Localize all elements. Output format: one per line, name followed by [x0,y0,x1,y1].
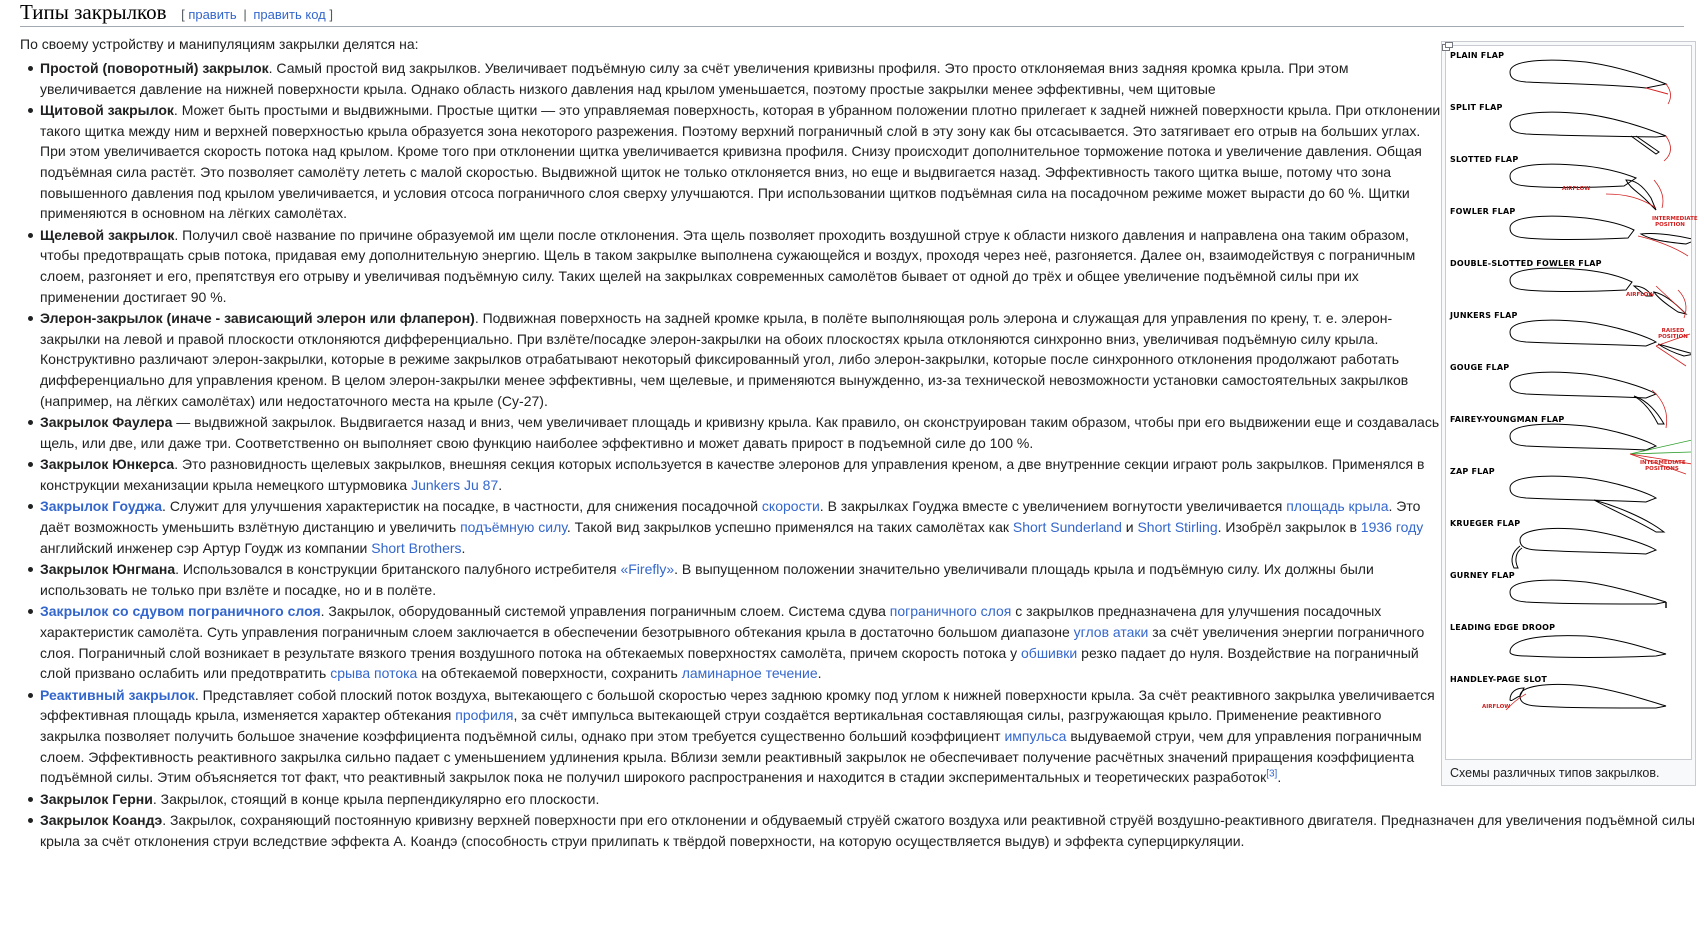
label-fowler-flap: FOWLER FLAP [1450,207,1516,216]
desc-jet-2: , за счёт импульса вытекающей струи создаётся вертикальная составляющая силы, разгружающая крыло. Применение реактивного закрылка позволяет получить большое значение коэффициента подъёмной силы, однако при этом требуется существенно больший коэффициент [40,707,1382,744]
term-jet-flap-link[interactable]: Реактивный закрылок [40,686,195,703]
edit-section-links [181,7,333,22]
list-item-gurney-flap [40,789,1442,810]
desc-flaperon: . Подвижная поверхность на задней кромке крыла, в полёте выполняющая роль элерона и служащая для управления по крену, т. е. элерон-закрылки на левой и правой плоскости отклоняются дифференциально. При взлёте/посадке элерон-закрылки на обоих плоскостях крыла отклоняются синхронно вниз, увеличивая подъёмную силу крыла. Конструктивно различают элерон-закрылки, которые в режиме закрылков отрабатывают некоторый фиксированный угол, либо элерон-закрылки, которые после синхронного отклонения продолжают работать дифференциально для управления креном. В целом элерон-закрылки менее эффективны, чем щелевые, и применяются вынужденно, из-за технической невозможности установки самостоятельных закрылков (например, на лёгких самолётах) или недостаточного места на крыле (Су-27). [40,310,1409,409]
label-plain-flap: PLAIN FLAP [1450,51,1505,60]
desc-split-flap: . Может быть простыми и выдвижными. Простые щитки — это управляемая поверхность, которая в убранном положении плотно прилегает к задней нижней поверхности крыла. При отклонении такого щитка между ним и верхней поверхностью крыла образуется зона некоторого разрежения. Поэтому верхний пограничный слой в эту зону как бы отсасывается. Это затягивает его отрыв на больших углах. При этом увеличивается скорость потока над крылом. Кроме того при отклонении щитка увеличивается кривизна профиля. Снизу происходит дополнительное торможение потока и увеличение давления. Общая подъёмная сила растёт. Это позволяет самолёту лететь с малой скоростью. Выдвижной щиток не только отклоняется вниз, но еще и выдвигается назад. Эффективность такого щитка выше, потому что зона повышенного давления под крылом увеличивается, и условия отсоса пограничного слоя сверху улучшаются. При использовании щитков подъёмная сила на посадочном режиме может вырасти до 60 %. Щитки применяются в основном на лёгких самолётах. [40,102,1441,222]
list-item-slotted-flap [40,225,1442,307]
desc-blown-5: на обтекаемой поверхности, сохранить [417,665,682,682]
list-item-youngman-flap [40,559,1442,600]
double-slotted-fowler-drawing [1510,268,1686,318]
desc-blown-6: . [817,665,822,682]
desc-junkers-flap: . Это разновидность щелевых закрылков, внешняя секция которых используется в качестве элеронов для управления креном, а две внутренние секции играют роль закрылков. Применялся в конструкции механизации крыла немецкого штурмовика [40,456,1425,493]
desc-gouge-1: . Служит для улучшения характеристик на посадке, в частности, для снижения посадочной [162,498,762,515]
note-double-airflow: AIRFLOW [1626,292,1655,298]
section-title: Типы закрылков [20,0,167,24]
label-gouge-flap: GOUGE FLAP [1450,363,1510,372]
junkers-flap-drawing [1510,320,1691,366]
flap-types-figure [1441,41,1696,786]
desc-jet-3: выдуваемой струи, чем для управления пограничным слоем. Эффективность реактивного закрылка сильно падает с уменьшением удлинения крыла. Вблизи земли реактивный закрылок не обеспечивает получение расчётных значений приращения коэффициента подъёмной силы. Этим объясняется тот факт, что реактивный закрылок пока не получил широкого распространения и находится в стадии экспериментальных и теоретических разработок [40,728,1422,786]
note-fairey-intermediate: INTERMEDIATE POSITIONS [1640,460,1686,472]
label-junkers-flap: JUNKERS FLAP [1450,311,1518,320]
magnify-icon[interactable] [1442,42,1453,51]
edit-bracket-open: [ [181,7,185,22]
section-heading [20,0,1684,27]
label-double-slotted-fowler: DOUBLE-SLOTTED FOWLER FLAP [1450,259,1602,268]
list-item-fowler-flap [40,412,1442,453]
plain-flap-drawing [1510,60,1671,104]
desc-fowler-flap: — выдвижной закрылок. Выдвигается назад и вниз, чем увеличивает площадь и кривизну крыла. Как правило, он сконструирован таким образом, чтобы при его выдвижении еще и создавалась щель, или две, или даже три. Соответственно он выполняет свою функцию наиболее эффективно и может давать прирост в подъемной силе до 100 %. [40,414,1440,451]
split-flap-drawing [1510,112,1671,161]
link-angle-of-attack[interactable]: углов атаки [1073,624,1149,641]
desc-gouge-2: . В закрылках Гоуджа вместе с увеличением вогнутости увеличивается [819,498,1287,515]
list-item-plain-flap [40,58,1442,99]
desc-gouge-6: . Изобрёл закрылок в [1217,519,1361,536]
note-fowler-intermediate: INTERMEDIATE POSITION [1652,216,1698,228]
desc-plain-flap: . Самый простой вид закрылков. Увеличивает подъёмную силу за счёт увеличения кривизны профиля. Это просто отклоняемая вниз задняя кромка крыла. При этом увеличивается давление на нижней поверхности крыла. Однако область низкого давления над крылом уменьшается, поэтому простые закрылки менее эффективны, чем щитовые [40,60,1349,97]
gurney-flap-drawing [1510,580,1666,608]
note-handley-airflow: AIRFLOW [1482,704,1511,710]
link-speed[interactable]: скорости [761,498,820,515]
note-junkers-raised: RAISED POSITION [1658,328,1688,340]
note-slotted-airflow: AIRFLOW [1562,186,1591,192]
desc-gouge-5: и [1121,519,1138,536]
term-slotted-flap: Щелевой закрылок [40,226,175,243]
link-short-sunderland[interactable]: Short Sunderland [1012,519,1122,536]
label-zap-flap: ZAP FLAP [1450,467,1495,476]
desc-slotted-flap: . Получил своё название по причине образуемой им щели после отклонения. Эта щель позволяет проходить воздушной струе к области низкого давления и направлена она таким образом, чтобы предотвращать срыв потока, придавая ему дополнительную энергию. Щель в таком закрылке выполнена сужающейся и воздух, проходя через неё, разгоняется. Далее он, взаимодействуя с пограничным слоем, разгоняет и его, препятствуя его отрыву и увеличивая подъёмную силу. Таких щелей на закрылках современных самолётов бывает от одной до трёх и общее увеличение подъёмной силы при их применении достигает 90 %. [40,226,1416,305]
term-youngman-flap: Закрылок Юнгмана [40,561,176,578]
edit-link[interactable]: править [188,7,237,22]
link-boundary-layer[interactable]: пограничного слоя [889,603,1012,620]
desc-jet-4: . [1277,769,1282,786]
desc-youngman-2: . В выпущенном положении значительно увеличивали площадь крыла и подъёмную силу. Их должны были использовать не только при взлёте и посадке, но и в полёте. [40,561,1374,598]
desc-gouge-4: . Такой вид закрылков успешно применялся на таких самолётах как [566,519,1013,536]
term-junkers-flap: Закрылок Юнкерса [40,456,175,473]
link-short-brothers[interactable]: Short Brothers [371,539,462,556]
label-handley-page-slot: HANDLEY-PAGE SLOT [1450,675,1548,684]
leading-edge-droop-drawing [1510,636,1666,658]
link-stall[interactable]: срыва потока [330,665,418,682]
label-fairey-youngman-flap: FAIREY-YOUNGMAN FLAP [1450,415,1565,424]
reference-3[interactable]: [3] [1266,768,1278,780]
link-skin[interactable]: обшивки [1021,644,1078,661]
figure-caption: Схемы различных типов закрылков. [1450,766,1660,780]
label-split-flap: SPLIT FLAP [1450,103,1503,112]
krueger-flap-drawing [1512,528,1656,568]
list-item-gouge-flap [40,496,1442,558]
desc-gouge-8: . [461,539,466,556]
label-krueger-flap: KRUEGER FLAP [1450,519,1521,528]
label-slotted-flap: SLOTTED FLAP [1450,155,1519,164]
term-flaperon: Элерон-закрылок (иначе - зависающий элерон или флаперон) [40,310,475,327]
desc-youngman-1: . Использовался в конструкции британского палубного истребителя [175,561,621,578]
link-firefly[interactable]: «Firefly» [620,561,675,578]
term-gurney-flap: Закрылок Герни [40,790,153,807]
desc-coanda-flap: . Закрылок, сохраняющий постоянную кривизну верхней поверхности при его отклонении и обдуваемый струёй сжатого воздуха или реактивной струёй воздушно-реактивного двигателя. Предназначен для увеличения подъёмной силы крыла за счёт отклонения струи вследствие эффекта А. Коандэ (способность струи прилипать к твёрдой поверхности, на которую осуществляется выдув) и эффекта суперциркуляции. [40,812,1695,849]
term-coanda-flap: Закрылок Коандэ [40,812,163,829]
link-junkers-ju87[interactable]: Junkers Ju 87 [411,476,499,493]
link-lift[interactable]: подъёмную силу [460,519,567,536]
edit-bracket-close: ] [329,7,333,22]
list-item-junkers-flap [40,454,1442,495]
term-gouge-flap-link[interactable]: Закрылок Гоуджа [40,498,163,515]
desc-jet-1: . Представляет собой плоский поток воздуха, вытекающего с большой скоростью через заднюю кромку под углом к нижней поверхности крыла. За счёт реактивного закрылка увеличивается эффективная площадь крыла, изменяется характер обтекания [40,686,1435,724]
flap-diagram-image[interactable] [1445,45,1698,760]
zap-flap-drawing [1510,476,1664,532]
link-impulse[interactable]: импульса [1004,728,1067,744]
desc-blown-2: с закрылков предназначена для улучшения посадочных характеристик самолёта. Суть управления пограничным слоем заключается в обеспечении безотрывного обтекания крыла в достаточно большом диапазоне [40,603,1382,641]
link-wing-area[interactable]: площадь крыла [1286,498,1389,515]
link-short-stirling[interactable]: Short Stirling [1137,519,1218,536]
edit-separator: | [243,7,247,22]
list-item-coanda-flap [40,810,1704,851]
term-fowler-flap: Закрылок Фаулера [40,414,173,431]
label-gurney-flap: GURNEY FLAP [1450,571,1515,580]
list-item-blown-flap [40,601,1442,683]
list-item-jet-flap [40,685,1442,788]
desc-gouge-3: . Это даёт возможность уменьшить взлётную дистанцию и увеличить [40,498,1421,536]
list-item-split-flap [40,100,1442,224]
desc-gouge-7: английский инженер сэр Артур Гоудж из компании [40,539,372,556]
list-item-flaperon [40,308,1442,411]
desc-blown-1: . Закрылок, оборудованный системой управления пограничным слоем. Система сдува [320,603,890,620]
link-laminar-flow[interactable]: ламинарное течение [681,665,818,682]
link-1936[interactable]: 1936 году [1360,519,1424,536]
term-split-flap: Щитовой закрылок [40,102,174,119]
link-profile[interactable]: профиля [455,707,514,724]
label-leading-edge-droop: LEADING EDGE DROOP [1450,623,1556,632]
term-plain-flap: Простой (поворотный) закрылок [40,60,269,76]
desc-blown-4: резко падает до нуля. Воздействие на пограничный слой призвано ослабить или предотвратить [40,644,1419,682]
edit-code-link[interactable]: править код [253,7,326,22]
desc-blown-3: за счёт увеличения энергии пограничного слоя. Пограничный слой возникает в результате вязкого трения воздушного потока на обтекаемых поверхностях самолёта, причем скорость потока у [40,624,1425,661]
desc-junkers-tail: . [498,476,503,493]
intro-paragraph: По своему устройству и манипуляциям закрылки делятся на: [20,36,419,52]
handley-page-slot-drawing [1506,684,1666,710]
term-blown-flap-link[interactable]: Закрылок со сдувом пограничного слоя [40,603,321,620]
desc-gurney-flap: . Закрылок, стоящий в конце крыла перпендикулярно его плоскости. [152,790,600,807]
flap-diagram-svg [1446,46,1698,759]
